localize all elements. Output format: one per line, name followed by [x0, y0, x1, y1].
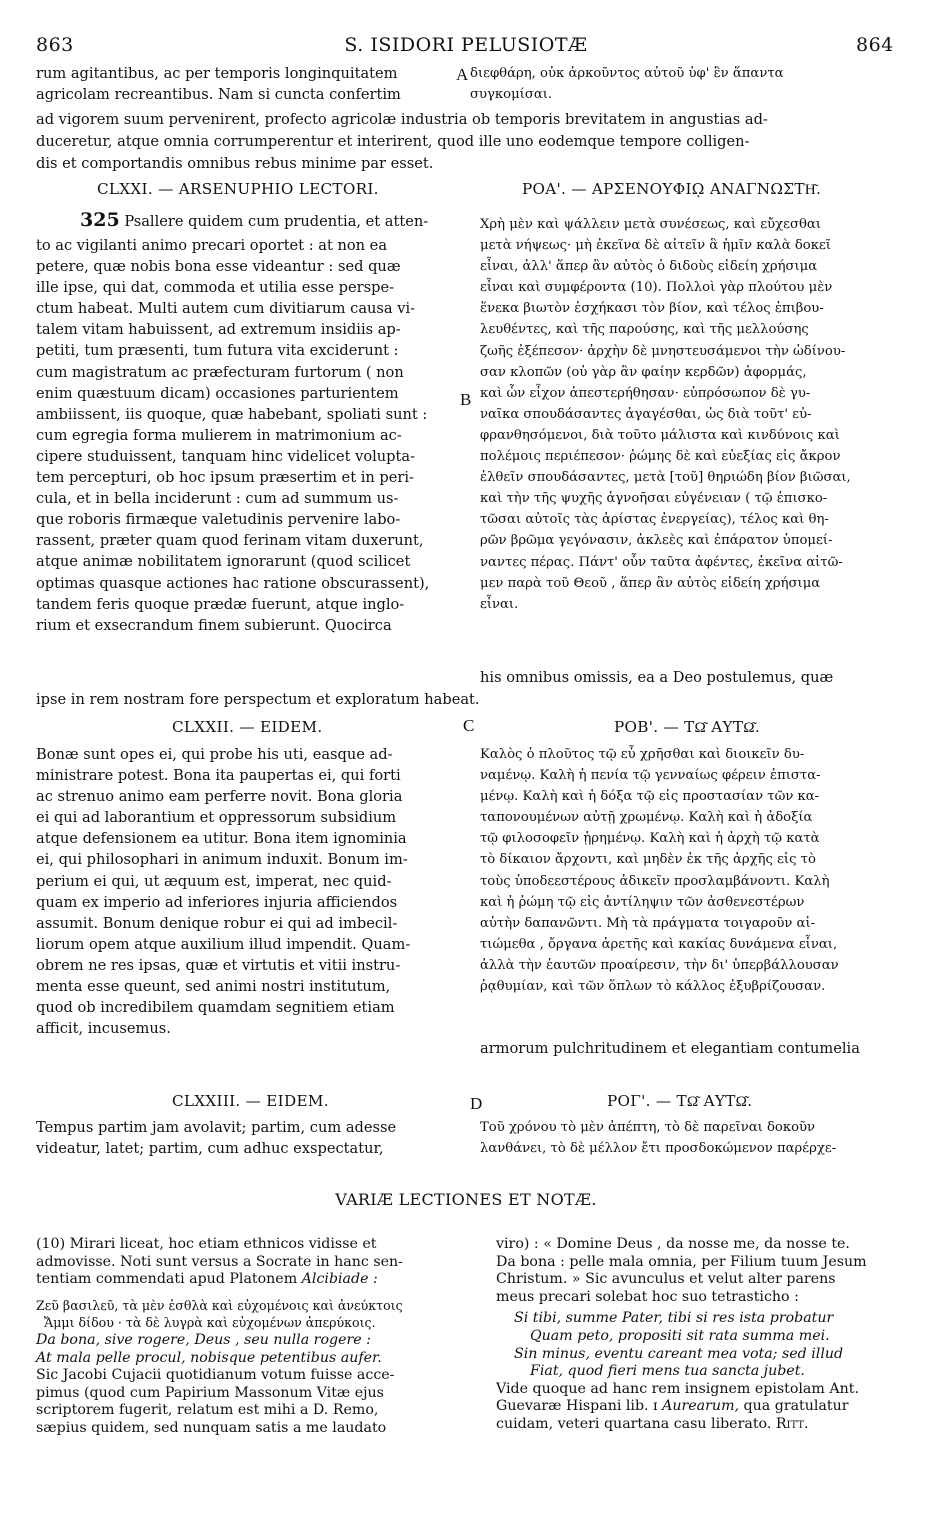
greek-line: εἶναι. [480, 596, 519, 612]
greek-line: ζωῆς ἐξέπεσον· ἀρχὴν δὲ μνηστευσάμενοι τὴν ὠδίνου- [480, 343, 846, 359]
greek-line: ἐλθεῖν σπουδάσαντες, μετὰ [τοῦ] θηριώδη βίον βιῶσαι, [480, 470, 851, 486]
latin-line: optimas quasque actiones hac ratione obscurassent), [36, 574, 430, 592]
verse-line: Si tibi, summe Pater, tibi si res ista probatur [514, 1310, 834, 1327]
note-line: admovisse. Noti sunt versus a Socrate in hanc sen- [36, 1253, 403, 1270]
letter171-latin-first-line [80, 210, 428, 232]
latin-line: perium ei qui, ut æquum est, imperat, nec quid- [36, 872, 392, 890]
latin-line: ille ipse, qui dat, commoda et utilia esse perspe- [36, 279, 395, 297]
margin-marker-d: D [470, 1094, 483, 1113]
intro-full-line-1: ad vigorem suum pervenirent, profecto agricolæ industria ob temporis brevitatem in angustias ad- [36, 111, 768, 128]
notes-right-column [496, 1236, 906, 1434]
greek-line: τὸ δίκαιον ἄρχοντι, καὶ μηδὲν ἐκ τῆς ἀρχῆς εἰς τὸ [480, 852, 816, 868]
latin-line: to ac vigilanti animo precari oportet : at non ea [36, 237, 388, 254]
greek-line: εἶναι καὶ συμφέροντα (10). Πολλοὶ γὰρ πλούτου μὲν [480, 280, 833, 296]
intro-left-line-2: agricolam recreantibus. Nam si cuncta confertim [36, 86, 401, 103]
greek-line: ναῖκα σπουδάσαντες ἀγαγέσθαι, ὡς διὰ τοῦτ' εὐ- [480, 406, 812, 422]
verse-line: Sin minus, eventu careant mea vota; sed illud [514, 1345, 844, 1362]
letter172-greek-body [480, 744, 900, 997]
note-line: tentiam commendati apud Platonem Alcibiade : [36, 1271, 378, 1288]
letter172-greek-heading: ΡΟΒ'. — ΤΩ͂ ΑΥΤΩ͂. [614, 718, 760, 736]
latin-verse-line: At mala pelle procul, nobisque petentibus aufer. [36, 1349, 382, 1366]
greek-line: αὐτὴν δαπανῶντι. Μὴ τὰ πράγματα τοιγαροῦν αἰ- [480, 915, 816, 931]
greek-line: λανθάνει, τὸ δὲ μέλλον ἔτι προσδοκώμενον παρέρχε- [480, 1141, 837, 1157]
latin-line: rassent, præter quam quod ferinam vitam duxerunt, [36, 532, 424, 550]
latin-first-text: Psallere quidem cum prudentia, et atten- [124, 213, 429, 230]
greek-line: μεν παρὰ τοῦ Θεοῦ , ἅπερ ἂν αὐτὸς εἰδείη χρήσιμα [480, 575, 821, 591]
latin-line: ambiissent, iis quoque, quæ habebant, spoliati sunt : [36, 405, 428, 423]
letter173-latin-body [36, 1117, 456, 1159]
latin-line: afficit, incusemus. [36, 1020, 171, 1038]
greek-line: ναντες πέρας. Πάντ' οὖν ταῦτα ἀφέντες, ἐκεῖνα αἰτῶ- [480, 554, 843, 570]
greek-line: ῥᾳθυμίαν, καὶ τῶν ὅπλων τὸ κάλλος ἐξυβρίζουσαν. [480, 979, 826, 995]
letter173-greek-body [480, 1117, 900, 1159]
latin-line: obrem ne res ipsas, quæ et virtutis et vitii instru- [36, 956, 401, 974]
greek-line: μένῳ. Καλὴ καὶ ἡ δόξα τῷ εἰς προστασίαν τῶν κα- [480, 789, 820, 805]
latin-line: cum magistratum ac præfecturam furtorum ( non [36, 363, 404, 381]
note-line: Guevaræ Hispani lib. ɪ Aurearum, qua gratulatur [496, 1398, 849, 1415]
latin-line: ei qui ad laborantium et oppressorum subsidium [36, 809, 397, 827]
greek-line: φρανθησόμενοι, διὰ τοῦτο μάλιστα καὶ κινδύνοις καὶ [480, 427, 840, 443]
signature: Ritt. [775, 1415, 809, 1432]
verse-line: Fiat, quod fieri mens tua sancta jubet. [530, 1363, 805, 1380]
latin-line: ministrare potest. Bona ita paupertas ei, qui forti [36, 767, 401, 785]
latin-line: cum egregia forma mulierem in matrimonium ac- [36, 426, 402, 444]
latin-line: quam ex imperio ad inferiores injuria afficiendos [36, 893, 398, 911]
intro-full-line-2: duceretur, atque omnia corrumperentur et interirent, quod ille uno eodemque tempore colligen- [36, 133, 750, 150]
letter172-latin-heading: CLXXII. — EIDEM. [172, 718, 323, 736]
note-line: Vide quoque ad hanc rem insignem epistolam Ant. [496, 1380, 859, 1397]
latin-line: cula, et in bella inciderunt : cum ad summum us- [36, 490, 399, 508]
latin-line: ctum habeat. Multi autem cum divitiarum causa vi- [36, 300, 416, 318]
note-line: Christum. » Sic avunculus et velut alter parens [496, 1271, 836, 1288]
greek-line: καὶ τὴν τῆς ψυχῆς ἀγνοῆσαι εὐγένειαν ( τῷ ἐπισκο- [480, 491, 828, 507]
latin-line: ei, qui philosophari in animum induxit. Bonum im- [36, 851, 408, 869]
note-line: sæpius quidem, sed nunquam satis a me laudato [36, 1419, 387, 1436]
greek-line: τῷ φιλοσοφεῖν ᾑρημένῳ. Καλὴ καὶ ἡ ἀρχὴ τῷ κατὰ [480, 831, 820, 847]
letter171-tail-full: ipse in rem nostram fore perspectum et exploratum habeat. [36, 691, 480, 708]
note-line: Da bona : pelle mala omnia, per Filium tuum Jesum [496, 1253, 867, 1270]
greek-verse-line: Ἄμμι δίδου · τὰ δὲ λυγρὰ καὶ εὐχομένων ἀπερύκοις. [44, 1315, 376, 1331]
note-line: viro) : « Domine Deus , da nosse me, da nosse te. [496, 1236, 850, 1252]
greek-line: ρῶν βρῶμα γεγόνασιν, ἀκλεὲς καὶ ἐπάρατον ὑπομεί- [480, 533, 833, 549]
note-line: cuidam, veteri quartana casu liberato. Ritt. [496, 1415, 809, 1432]
latin-line: liorum opem atque auxilium illud impendit. Quam- [36, 935, 411, 953]
latin-line: atque defensionem ea utitur. Bona item ignominia [36, 830, 407, 848]
greek-line: τιώμεθα , ὄργανα ἀρετῆς καὶ κακίας δυνάμενα εἶναι, [480, 936, 838, 952]
latin-line: menta esse queunt, sed animi nostri institutum, [36, 978, 391, 996]
note-line: pimus (quod cum Papirium Massonum Vitæ ejus [36, 1384, 384, 1401]
greek-line: τοὺς ὑποδεεστέρους ἀδικεῖν προσλαμβάνοντι. Καλὴ [480, 873, 830, 889]
greek-line: Χρὴ μὲν καὶ ψάλλειν μετὰ συνέσεως, καὶ εὔχεσθαι [480, 217, 821, 232]
verse-line: Quam peto, propositi sit rata summa mei. [530, 1327, 830, 1344]
latin-line: cipere studuissent, tanquam hinc videlicet volupta- [36, 447, 416, 465]
letter173-greek-heading: ΡΟΓ'. — ΤΩ͂ ΑΥΤΩ͂. [607, 1092, 753, 1110]
greek-line: καὶ ἡ ῥώμη τῷ εἰς ἀντίληψιν τῶν ἀσθενεστέρων [480, 894, 805, 910]
latin-line: petiti, tum præsenti, tum futura vita exciderunt : [36, 342, 399, 360]
latin-verse-line: Da bona, sive rogere, Deus , seu nulla rogere : [36, 1331, 371, 1348]
letter173-latin-heading: CLXXIII. — EIDEM. [172, 1092, 329, 1110]
intro-left-line-1: rum agitantibus, ac per temporis longinquitatem [36, 65, 398, 82]
margin-marker-a: A [456, 65, 469, 84]
running-title: S. ISIDORI PELUSIOTÆ [344, 34, 588, 56]
letter171-latin-body [36, 235, 456, 636]
greek-line: ναμένῳ. Καλὴ ἡ πενία τῷ γενναίως φέρειν ἐπιστα- [480, 768, 821, 784]
greek-line: λευθέντες, καὶ τῆς παρούσης, καὶ τῆς μελλούσης [480, 322, 809, 338]
greek-line: ἕνεκα βιωτὸν ἐσχήκασι τὸν βίον, καὶ τέλος ἐπιβου- [480, 301, 824, 317]
latin-line: tem percepturi, ob hoc ipsum præsertim et in peri- [36, 469, 414, 487]
letter171-greek-heading: ΡΟΑ'. — ΑΡΣΕΝΟΥΦΙῼ ΑΝΑΓΝΩΣΤΗ͂. [522, 180, 822, 198]
note-line: meus precari solebat hoc suo tetrasticho : [496, 1288, 799, 1305]
margin-marker-c: C [463, 716, 475, 735]
latin-line: Bonæ sunt opes ei, qui probe his uti, easque ad- [36, 746, 393, 763]
latin-line: ac strenuo animo eam perferre novit. Bona gloria [36, 788, 403, 806]
latin-line: petere, quæ nobis bona esse videantur : sed quæ [36, 258, 401, 276]
greek-verse-line: Ζεῦ βασιλεῦ, τὰ μὲν ἐσθλὰ καὶ εὐχομένοις καὶ ἀνεύκτοις [36, 1297, 403, 1313]
note-line: (10) Mirari liceat, hoc etiam ethnicos vidisse et [36, 1236, 377, 1252]
greek-line: εἶναι, ἀλλ' ἅπερ ἂν αὐτὸς ὁ διδοὺς εἰδείη χρήσιμα [480, 259, 818, 275]
intro-right-line-2: συγκομίσαι. [470, 87, 553, 102]
greek-line: πολέμοις περιέπεσον· ῥώμης δὲ καὶ εὐεξίας εἰς ἄκρον [480, 449, 841, 465]
greek-line: σαν κλοπῶν (οὐ γὰρ ἂν φαίην κερδῶν) ἀφορμάς, [480, 364, 807, 380]
notes-left-column [36, 1236, 476, 1438]
greek-line: Τοῦ χρόνου τὸ μὲν ἀπέπτη, τὸ δὲ παρεῖναι δοκοῦν [480, 1120, 816, 1135]
latin-line: enim quæstuum dicam) occasiones parturientem [36, 384, 399, 402]
greek-line: Καλὸς ὁ πλοῦτος τῷ εὖ χρῆσθαι καὶ διοικεῖν δυ- [480, 747, 805, 762]
latin-line: quod ob incredibilem quamdam segnitiem etiam [36, 999, 395, 1017]
intro-right-line-1: διεφθάρη, οὐκ ἀρκοῦντος αὐτοῦ ὑφ' ἓν ἅπαντα [470, 66, 784, 81]
greek-line: ἀλλὰ τὴν ἑαυτῶν προαίρεσιν, τὴν δι' ὑπερβάλλουσαν [480, 957, 839, 973]
greek-line: καὶ ὧν εἶχον ἀπεστερήθησαν· εὐπρόσωπον δὲ γυ- [480, 385, 811, 401]
note-line: Sic Jacobi Cujacii quotidianum votum fuisse acce- [36, 1367, 395, 1384]
note-line: scriptorem fugerit, relatum est mihi a D. Remo, [36, 1402, 379, 1419]
latin-line: tandem feris quoque prædæ fuerunt, atque inglo- [36, 595, 405, 613]
latin-line: talem vitam habuissent, ad extremum insidiis ap- [36, 321, 401, 339]
greek-line: μετὰ νήψεως· μὴ ἐκεῖνα δὲ αἰτεῖν ἃ ἡμῖν καλὰ δοκεῖ [480, 238, 831, 254]
latin-line: que roboris firmæque valetudinis pervenire labo- [36, 511, 401, 529]
letter172-latin-body [36, 744, 456, 1039]
letter171-tail-right: his omnibus omissis, ea a Deo postulemus, quæ [480, 669, 834, 686]
latin-line: videatur, latet; partim, cum adhuc exspectatur, [36, 1140, 384, 1158]
greek-line: ταπονουμένων αὐτῇ χρωμένῳ. Καλὴ καὶ ἡ ἀδοξία [480, 810, 813, 826]
letter172-tail-right: armorum pulchritudinem et elegantiam contumelia [480, 1040, 860, 1057]
letter-number: 325 [80, 209, 120, 231]
latin-line: assumit. Bonum denique robur ei qui ad imbecil- [36, 914, 398, 932]
letter171-latin-heading: CLXXI. — ARSENUPHIO LECTORI. [97, 180, 379, 198]
margin-marker-b: B [460, 390, 472, 409]
right-page-number: 864 [856, 34, 894, 56]
greek-line: τῶσαι αὐτοῖς τὰς ἀρίστας ἐνεργείας), τέλος καὶ θη- [480, 512, 829, 528]
intro-full-line-3: dis et comportandis omnibus rebus minime par esset. [36, 155, 434, 172]
latin-line: atque animæ nobilitatem ignorarunt (quod scilicet [36, 553, 411, 571]
latin-line: Tempus partim jam avolavit; partim, cum adesse [36, 1119, 397, 1136]
latin-line: rium et exsecrandum finem subierunt. Quocirca [36, 616, 392, 634]
left-page-number: 863 [36, 34, 74, 56]
letter171-greek-body [480, 214, 900, 615]
notes-heading: VARIÆ LECTIONES ET NOTÆ. [335, 1190, 597, 1209]
